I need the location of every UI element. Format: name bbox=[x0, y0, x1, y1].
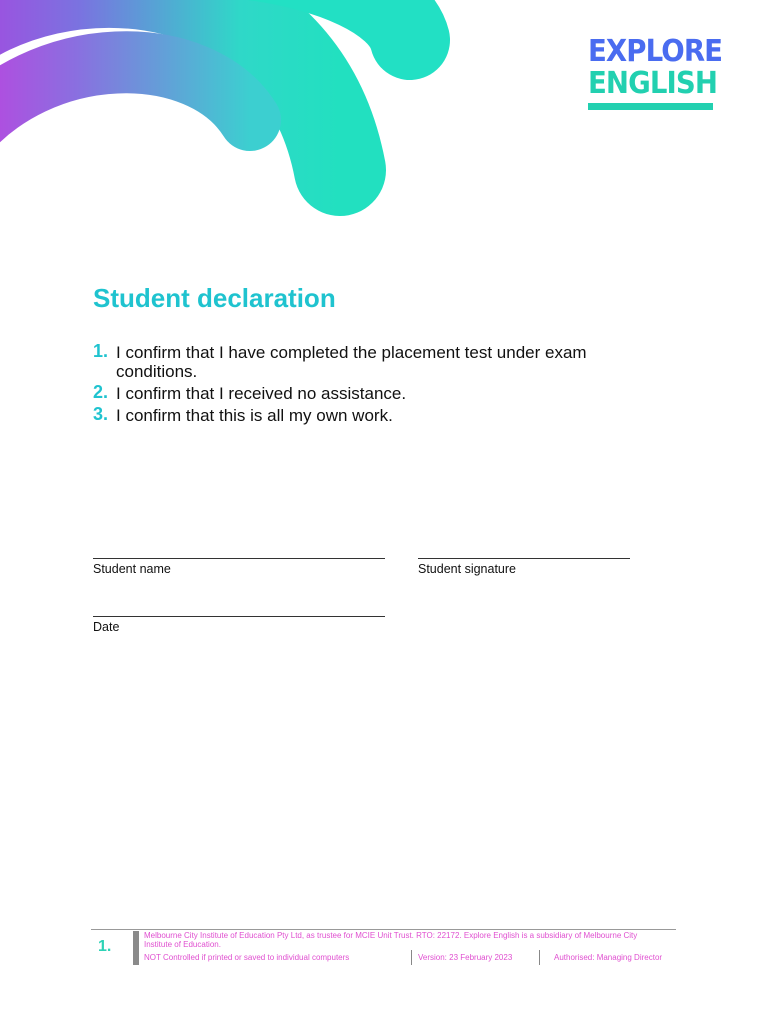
declaration-text: I confirm that I received no assistance. bbox=[116, 384, 407, 403]
explore-english-logo bbox=[588, 34, 723, 110]
footer-version: Version: 23 February 2023 bbox=[418, 953, 513, 962]
decorative-arcs bbox=[0, 0, 460, 220]
date-line[interactable] bbox=[93, 616, 385, 617]
student-name-label: Student name bbox=[93, 562, 171, 576]
logo-underline bbox=[588, 103, 713, 110]
student-signature-label: Student signature bbox=[418, 562, 516, 576]
inner-arc bbox=[0, 62, 250, 140]
page-title: Student declaration bbox=[93, 283, 336, 313]
declaration-text: I confirm that I have completed the placement test under exam conditions. bbox=[116, 343, 587, 381]
declaration-item bbox=[93, 406, 653, 425]
declaration-text: I confirm that this is all my own work. bbox=[116, 406, 393, 425]
logo-text-explore: EXPLORE bbox=[588, 34, 723, 69]
footer-divider bbox=[91, 929, 676, 930]
footer-accent-bar bbox=[133, 931, 139, 965]
declaration-number: 1. bbox=[93, 341, 109, 361]
footer-separator bbox=[411, 950, 412, 965]
declaration-list bbox=[93, 343, 653, 428]
student-signature-line[interactable] bbox=[418, 558, 630, 559]
footer-separator bbox=[539, 950, 540, 965]
date-label: Date bbox=[93, 620, 120, 634]
footer-authorised: Authorised: Managing Director bbox=[554, 953, 663, 962]
student-name-line[interactable] bbox=[93, 558, 385, 559]
footer-page-number: 1. bbox=[98, 938, 112, 955]
declaration-item bbox=[93, 343, 653, 381]
declaration-item bbox=[93, 384, 653, 403]
declaration-number: 2. bbox=[93, 382, 109, 402]
footer-control-notice: NOT Controlled if printed or saved to individual computers bbox=[144, 953, 350, 962]
logo-text-english: ENGLISH bbox=[588, 66, 718, 101]
declaration-number: 3. bbox=[93, 404, 109, 424]
footer-organisation-text: Melbourne City Institute of Education Pty Ltd, as trustee for MCIE Unit Trust. RTO: 22172. Explore English is a subsidiary of Melbourne City Institute of Education. bbox=[144, 931, 638, 949]
